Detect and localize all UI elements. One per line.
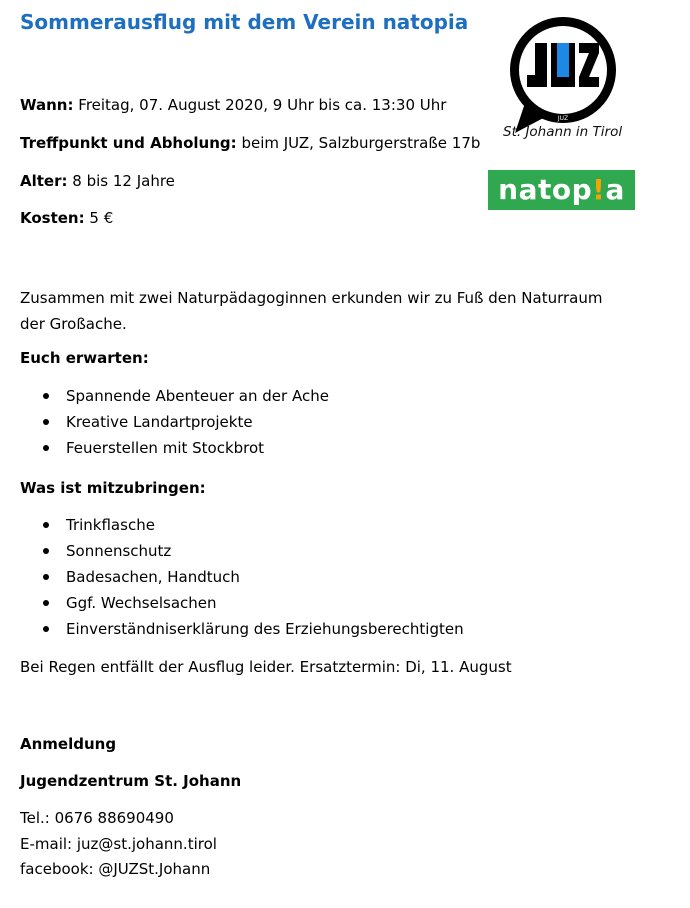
bullet-icon [43, 574, 49, 580]
list-item: Trinkflasche [0, 512, 464, 538]
bullet-icon [43, 548, 49, 554]
bullet-icon [43, 393, 49, 399]
registration-org: Jugendzentrum St. Johann [20, 772, 242, 790]
info-wann [20, 96, 446, 114]
natopia-logo [488, 170, 635, 210]
juz-location-caption: St. Johann in Tirol [503, 124, 623, 140]
description-line-1: Zusammen mit zwei Naturpädagoginnen erkunden wir zu Fuß den Naturraum [20, 289, 603, 307]
list-item: Badesachen, Handtuch [0, 564, 464, 590]
natopia-logo-prefix: natop [498, 173, 593, 206]
treffpunkt-value: beim JUZ, Salzburgerstraße 17b [241, 134, 481, 152]
juz-logo [503, 15, 623, 140]
registration-email: E-mail: juz@st.johann.tirol [20, 835, 217, 853]
expect-heading: Euch erwarten: [20, 349, 149, 367]
description-line-2: der Großache. [20, 315, 127, 333]
wann-label: Wann: [20, 96, 74, 114]
kosten-value: 5 € [89, 209, 114, 227]
list-item: Ggf. Wechselsachen [0, 590, 464, 616]
list-item: Einverständniserklärung des Erziehungsberechtigten [0, 616, 464, 642]
registration-tel: Tel.: 0676 88690490 [20, 809, 174, 827]
wann-value: Freitag, 07. August 2020, 9 Uhr bis ca. 13:30 Uhr [78, 96, 447, 114]
bullet-icon [43, 522, 49, 528]
juz-logo-text: JUZ [557, 115, 569, 122]
list-item: Sonnenschutz [0, 538, 464, 564]
page-title: Sommerausflug mit dem Verein natopia [20, 10, 469, 34]
alter-label: Alter: [20, 172, 68, 190]
bullet-icon [43, 626, 49, 632]
bring-heading: Was ist mitzubringen: [20, 479, 206, 497]
list-item: Feuerstellen mit Stockbrot [0, 435, 329, 461]
description [20, 285, 602, 337]
bullet-icon [43, 445, 49, 451]
expect-list [0, 383, 329, 461]
treffpunkt-label: Treffpunkt und Abholung: [20, 134, 237, 152]
rain-note: Bei Regen entfällt der Ausflug leider. Ersatztermin: Di, 11. August [20, 658, 512, 676]
info-kosten [20, 209, 113, 227]
bullet-icon [43, 600, 49, 606]
registration-facebook: facebook: @JUZSt.Johann [20, 860, 211, 878]
alter-value: 8 bis 12 Jahre [72, 172, 175, 190]
bullet-icon [43, 419, 49, 425]
bring-list [0, 512, 464, 642]
natopia-logo-suffix: a [605, 173, 625, 206]
natopia-logo-accent: ! [592, 173, 606, 206]
info-treffpunkt [20, 134, 480, 152]
kosten-label: Kosten: [20, 209, 85, 227]
registration-heading: Anmeldung [20, 735, 117, 753]
list-item: Spannende Abenteuer an der Ache [0, 383, 329, 409]
info-alter [20, 172, 175, 190]
list-item: Kreative Landartprojekte [0, 409, 329, 435]
